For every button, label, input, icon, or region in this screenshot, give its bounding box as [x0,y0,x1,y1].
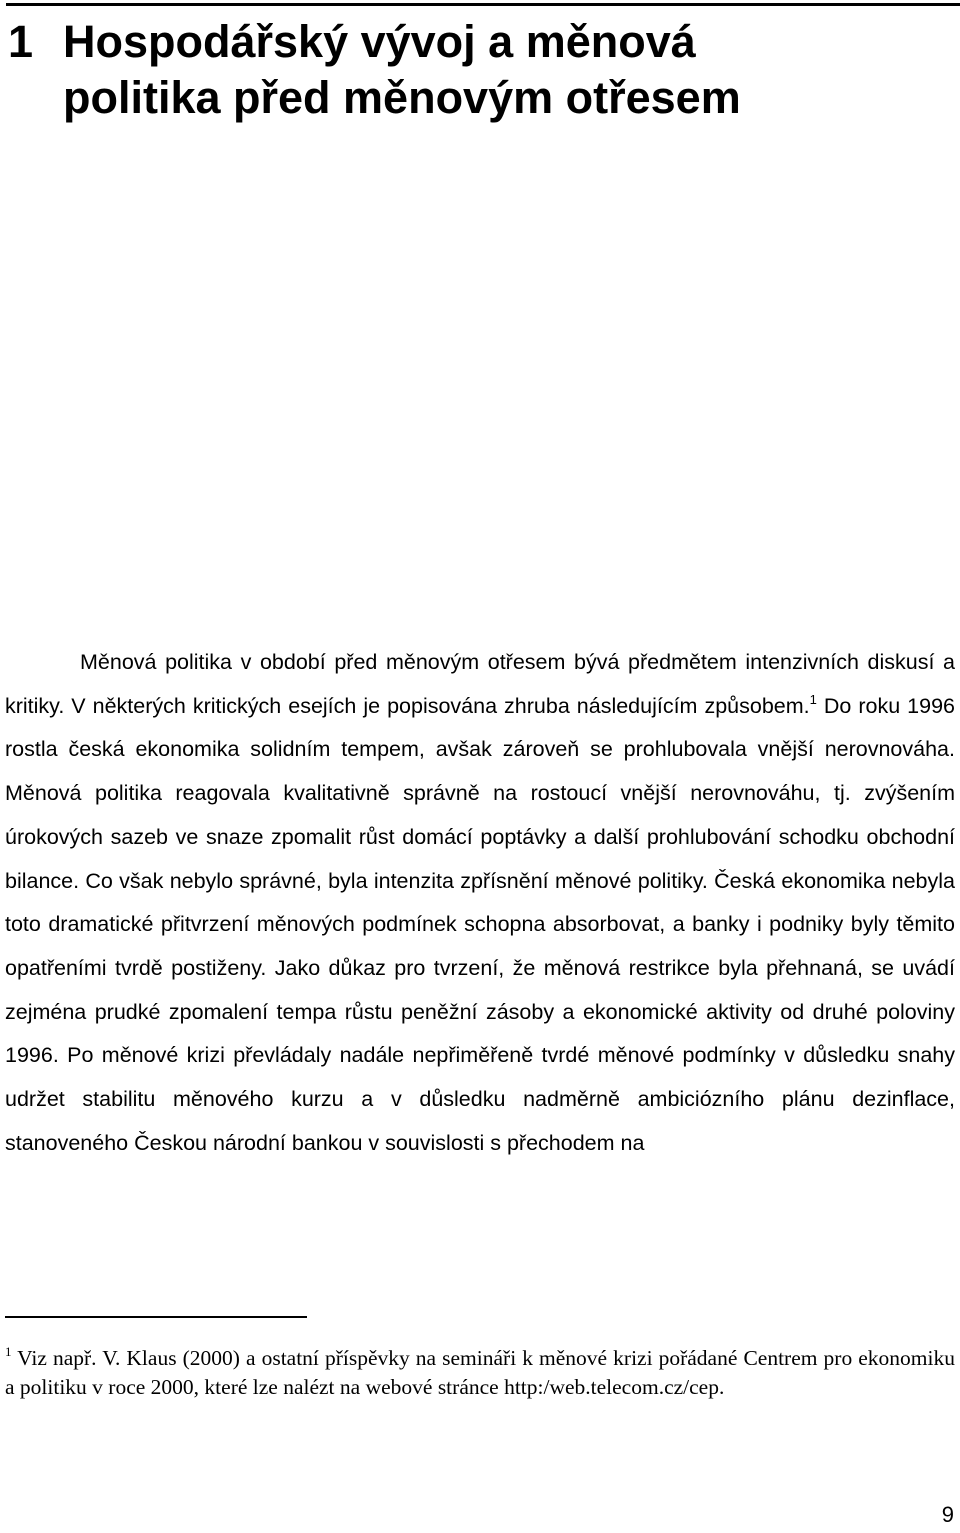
body-text-part-2: Do roku 1996 rostla česká ekonomika solidním tempem, avšak zároveň se prohlubovala vnější nerovnováha. Měnová politika reagovala kvalitativně správně na rostoucí vnější nerovnováhu, tj. zvýšením úrokových sazeb ve snaze zpomalit růst domácí poptávky a další prohlubování schodku obchodní bilance. Co však nebylo správné, byla intenzita zpřísnění měnové politiky. Česká ekonomika nebyla toto dramatické přitvrzení měnových podmínek schopna absorbovat, a banky i podniky byly těmito opatřeními tvrdě postiženy. Jako důkaz pro tvrzení, že měnová restrikce byla přehnaná, se uvádí zejména prudké zpomalení tempa růstu peněžní zásoby a ekonomické aktivity od druhé poloviny 1996. Po měnové krizi převládaly nadále nepřiměřeně tvrdé měnové podmínky v důsledku snahy udržet stabilitu měnového kurzu a v důsledku nadměrně ambiciózního plánu dezinflace, stanoveného Českou národní bankou v souvislosti s přechodem na [5,693,955,1155]
footnote-text: Viz např. V. Klaus (2000) a ostatní příspěvky na semináři k měnové krizi pořádané Centrem pro ekonomiku a politiku v roce 2000, které lze nalézt na webové stránce http:/web.telecom.cz/cep. [5,1346,955,1399]
footnote-reference: 1 [809,691,817,707]
footnote [5,1344,955,1402]
top-rule [6,3,960,6]
chapter-number: 1 [8,16,34,67]
body-text-part-1: Měnová politika v období před měnovým otřesem bývá předmětem intenzivních diskusí a kritiky. V některých kritických esejích je popisována zhruba následujícím způsobem. [5,650,955,718]
chapter-title-line-2: politika před měnovým otřesem [63,72,741,123]
footnote-separator [5,1316,307,1318]
footnote-marker: 1 [5,1344,12,1359]
page-number: 9 [941,1502,954,1527]
body-paragraph [5,641,955,1165]
chapter-heading [8,14,948,126]
chapter-title-line-1: Hospodářský vývoj a měnová [63,16,696,67]
